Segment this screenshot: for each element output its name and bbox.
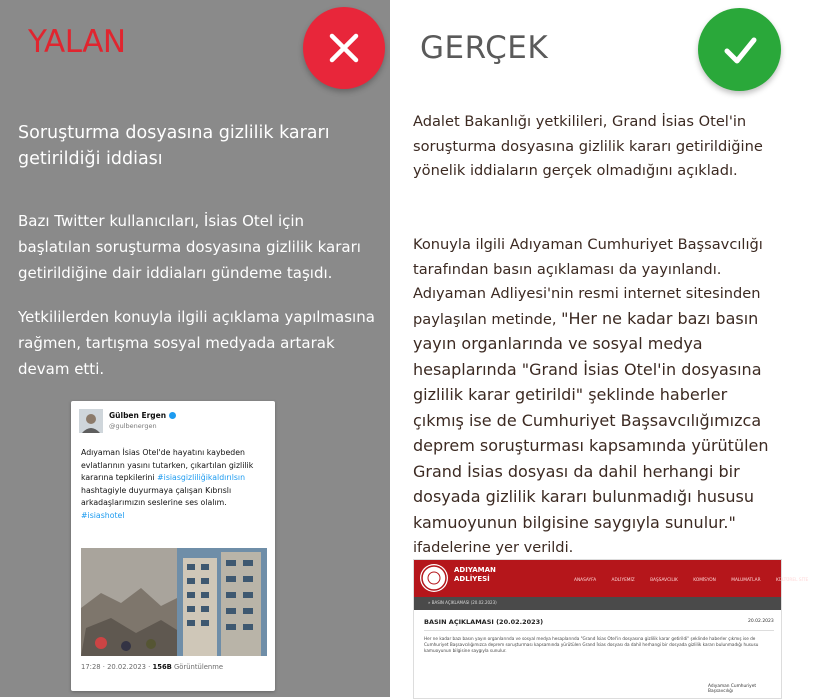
tweet-header <box>79 409 269 435</box>
nav-item[interactable]: ADLİYEMİZ <box>611 578 635 583</box>
nav-item[interactable]: ANASAYFA <box>574 578 597 583</box>
hashtag-link[interactable]: #isiashotel <box>81 510 125 520</box>
fact-paragraph-2: Konuyla ilgili Adıyaman Cumhuriyet Başsavcılığı tarafından basın açıklaması da yayınlandı. Adıyaman Adliyesi'nin resmi internet sitesinden paylaşılan metinde, "Her ne kadar bazı basın yayın organlarında ve sosyal medya hesaplarında "Grand İsias Otel'in dosyasına gizlilik karar getirildi" şeklinde haberler çıkmış ise de Cumhuriyet Başsavcılığımızca deprem soruşturması kapsamında yürütülen Grand İsias dosyası da dahil herhangi bir dosyada gizlilik kararı bulunmadığı hususu kamuoyunun bilgisine saygıyla sunulur." ifadelerine yer verildi. <box>413 236 769 556</box>
hashtag-link[interactable]: #isiasgizliliğikaldırılsın <box>157 473 246 482</box>
press-quote: "Her ne kadar bazı basın yayın organlarında ve sosyal medya hesaplarında "Grand İsias Otel'in dosyasına gizlilik karar getirildi" şeklinde haberler çıkmış ise de Cumhuriyet Başsavcılığımızca deprem soruşturması kapsamında yürütülen Grand İsias dosyası da dahil herhangi bir dosyada gizlilik kararı bulunmadığı hususu kamuoyunun bilgisine saygıyla sunulur." <box>413 308 769 532</box>
logo <box>420 564 448 592</box>
page-title: BASIN AÇIKLAMASI (20.02.2023) <box>424 618 544 626</box>
press-release-body: Her ne kadar bazı basın yayın organlarında ve sosyal medya hesaplarında "Grand İsias Otel'in dosyasına gizlilik karar getirildi" şeklinde haberler çıkmış ise de Cumhuriyet Başsavcılığımızca deprem soruşturması kapsamında yürütülen Grand İsias dosyası da dahil herhangi bir dosyada gizlilik kararı bulunmadığı hususu kamuoyunun bilgisine saygıyla sunulur. <box>424 636 759 653</box>
nav-item[interactable]: MALUMATLAR <box>731 578 761 583</box>
website-nav <box>574 578 822 583</box>
claim-paragraph-2: Yetkililerden konuyla ilgili açıklama yapılmasına rağmen, tartışma sosyal medyada artarak devam etti. <box>18 308 375 378</box>
tweet-author-handle: @gulbenergen <box>109 422 157 430</box>
verdict-label-false: YALAN <box>28 24 126 60</box>
breadcrumb: » BASIN AÇIKLAMASI (20.02.2023) <box>428 600 497 605</box>
verified-icon <box>169 412 176 419</box>
avatar <box>79 409 103 433</box>
page-date: 20.02.2023 <box>748 619 774 624</box>
nav-item[interactable]: BAŞSAVCILIK <box>650 578 678 583</box>
website-brand: ADIYAMAN ADLİYESİ <box>454 566 496 583</box>
tweet-screenshot <box>71 401 275 691</box>
website-header <box>414 560 809 597</box>
courthouse-website-screenshot <box>413 559 809 699</box>
verdict-label-true: GERÇEK <box>420 30 549 66</box>
nav-item[interactable]: KOMİSYON <box>693 578 716 583</box>
x-icon <box>303 7 385 89</box>
tweet-meta: 17:28 · 20.02.2023 · 156B Görüntülenme <box>81 663 224 671</box>
press-release-signature: Adıyaman Cumhuriyet Başsavcılığı <box>708 684 757 694</box>
claim-paragraph-1: Bazı Twitter kullanıcıları, İsias Otel için başlatılan soruşturma dosyasına gizlilik kararı getirildiğine dair iddiaları gündeme taşıdı. <box>18 212 361 282</box>
claim-title: Soruşturma dosyasına gizlilik kararı getirildiği iddiası <box>18 123 330 169</box>
false-claim-panel <box>0 0 390 697</box>
nav-item[interactable]: KÜLTÜREL SİTE <box>775 578 809 583</box>
divider <box>424 630 774 631</box>
tweet-author-name: Gülben Ergen <box>109 411 176 420</box>
fact-paragraph-1: Adalet Bakanlığı yetkilileri, Grand İsias Otel'in soruşturma dosyasına gizlilik kararı getirildiğine yönelik iddiaların gerçek olmadığını açıkladı. <box>413 113 763 179</box>
tweet-photo <box>81 548 267 656</box>
tweet-text: Adıyaman İsias Otel'de hayatını kaybeden evlatlarının yasını tutarken, çıkartılan gizlilik kararına tepkilerini #isiasgizliliğikaldırılsın hashtagiyle duyurmaya çalışan Kıbrıslı arkadaşlarımızın seslerine ses olalım. #isiashotel <box>81 448 254 520</box>
check-icon <box>698 8 781 91</box>
